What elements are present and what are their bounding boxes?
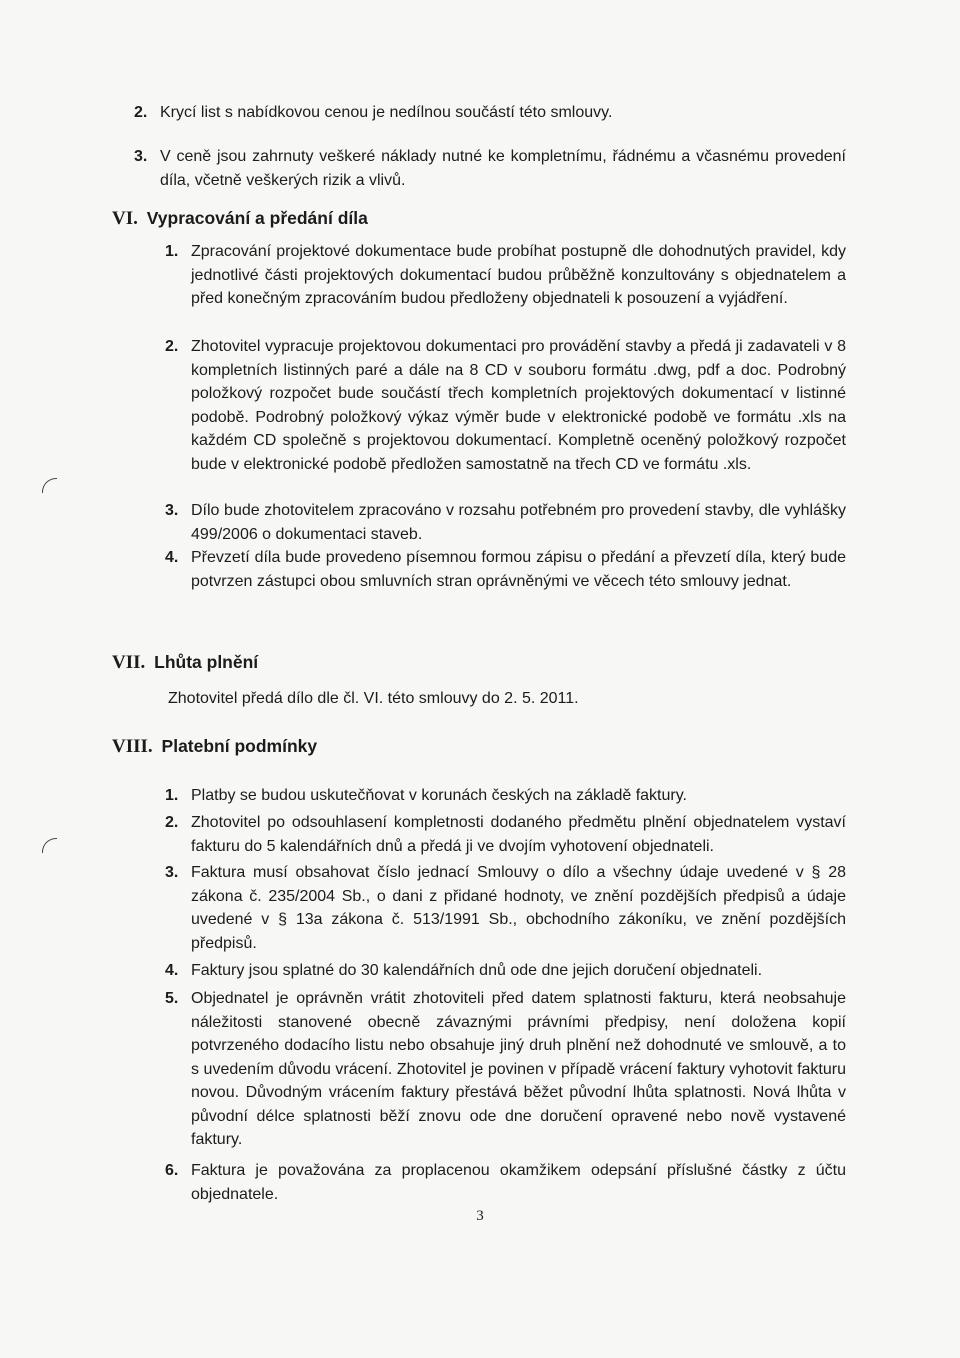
list-item: 3. Dílo bude zhotovitelem zpracováno v rozsahu potřebném pro provedení stavby, dle vyhlášky 499/2006 o dokumentaci staveb. (165, 502, 846, 543)
list-item: 2. Zhotovitel po odsouhlasení kompletnosti dodaného předmětu plnění objednatelem vystaví fakturu do 5 kalendářních dnů a předá ji ve dvojím vyhotovení objednateli. (165, 814, 846, 855)
list-item: 1. Platby se budou uskutečňovat v korunách českých na základě faktury. (165, 787, 687, 804)
margin-mark (42, 838, 57, 853)
margin-mark (42, 478, 57, 493)
list-item: 6. Faktura je považována za proplacenou okamžikem odepsání příslušné částky z účtu objednatele. (165, 1162, 846, 1203)
deadline-text: Zhotovitel předá dílo dle čl. VI. této smlouvy do 2. 5. 2011. (168, 690, 579, 707)
section-heading-viii: VIII. Platební podmínky (112, 736, 318, 757)
list-item: 1. Zpracování projektové dokumentace bude probíhat postupně dle dohodnutých pravidel, kdy jednotlivé části projektových dokumentací budou průběžně konzultovány s objednatelem a před konečným zpracováním budou předloženy objednateli k posouzení a vyjádření. (165, 243, 846, 307)
section-heading-vii: VII. Lhůta plnění (112, 652, 259, 673)
list-item: 3. Faktura musí obsahovat číslo jednací Smlouvy o dílo a všechny údaje uvedené v § 28 zákona č. 235/2004 Sb., o dani z přidané hodnoty, ve znění pozdějších předpisů a údaje uvedené v § 13a zákona č. 513/1991 Sb., obchodního zákoníku, ve znění pozdějších předpisů. (165, 864, 846, 952)
intro-item: 3. V ceně jsou zahrnuty veškeré náklady nutné ke kompletnímu, řádnému a včasnému provedení díla, včetně veškerých rizik a vlivů. (134, 148, 846, 189)
list-item: 4. Faktury jsou splatné do 30 kalendářních dnů ode dne jejich doručení objednateli. (165, 962, 763, 979)
intro-item: 2. Krycí list s nabídkovou cenou je nedílnou součástí této smlouvy. (134, 104, 613, 121)
list-item: 5. Objednatel je oprávněn vrátit zhotoviteli před datem splatnosti fakturu, která neobsahuje náležitosti stanovené obecně závaznými právními předpisy, není doložena kopií potvrzeného dodacího listu nebo obsahuje jiný druh plnění než dohodnuté ve smlouvě, a to s uvedením důvodu vrácení. Zhotovitel je povinen v případě vrácení faktury vyhotovit fakturu novou. Důvodným vrácením faktury přestává běžet původní lhůta splatnosti. Nová lhůta v původní délce splatnosti běží znovu ode dne doručení opravené nebo nově vystavené faktury. (165, 990, 846, 1148)
page-number: 3 (476, 1208, 484, 1224)
list-item: 2. Zhotovitel vypracuje projektovou dokumentaci pro provádění stavby a předá ji zadavateli v 8 kompletních listinných paré a dále na 8 CD v souboru formátu .dwg, pdf a doc. Podrobný položkový rozpočet bude součástí třech kompletních projektových dokumentací v listinné podobě. Podrobný položkový výkaz výměr bude v elektronické podobě ve formátu .xls na každém CD společně s projektovou dokumentací. Kompletně oceněný položkový rozpočet bude v elektronické podobě předložen samostatně na třech CD ve formátu .xls. (165, 338, 846, 473)
section-heading-vi: VI. Vypracování a předání díla (112, 208, 368, 229)
list-item: 4. Převzetí díla bude provedeno písemnou formou zápisu o předání a převzetí díla, který bude potvrzen zástupci obou smluvních stran oprávněnými ve věcech této smlouvy jednat. (165, 549, 846, 590)
